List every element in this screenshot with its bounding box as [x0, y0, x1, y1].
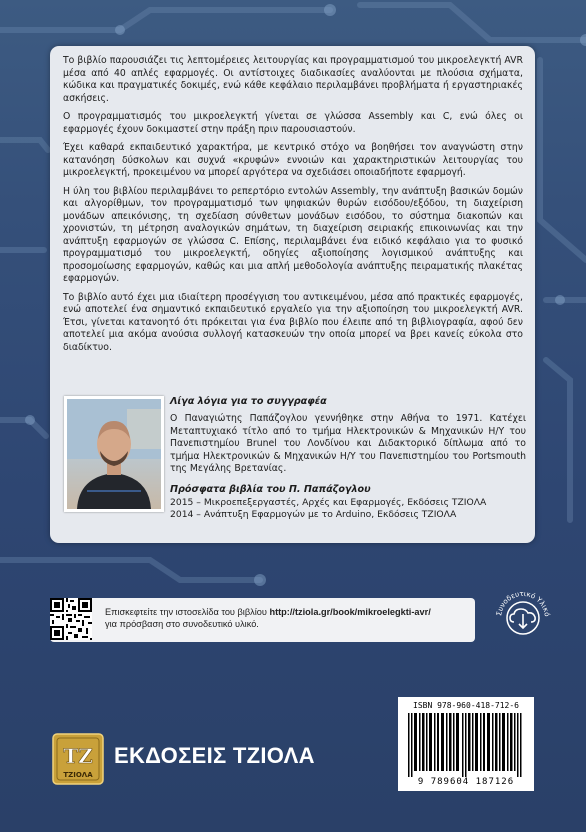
publisher-logo: [52, 733, 104, 785]
description-paragraph-5: Το βιβλίο αυτό έχει μια ιδιαίτερη προσέγγιση του αντικειμένου, μέσα από πρακτικές εφαρμογές, ενώ αποτελεί ένα σημαντικό εκπαιδευτικό εργαλείο για την αξιοποίηση του μικροελεγκτή AVR. Έτσι, γίνεται κατανοητό ότι πρόκειται για ένα βιβλίο που έλειπε από τη βιβλιογραφία, αφού δεν αποτελεί μια ακόμα ανούσια συλλογή κατασκευών την οποία μπορεί να βρει κανείς εύκολα στο διαδίκτυο.: [63, 291, 523, 353]
recent-book-item: 2015 – Μικροεπεξεργαστές, Αρχές και Εφαρμογές, Εκδόσεις ΤΖΙΟΛΑ: [170, 496, 487, 508]
publisher-name: ΕΚΔΟΣΕΙΣ ΤΖΙΟΛΑ: [114, 743, 315, 768]
website-url-link[interactable]: http://tziola.gr/book/mikroelegkti-avr/: [269, 607, 431, 617]
website-text: [105, 606, 470, 630]
barcode-digits: 9 789604 187126: [417, 777, 515, 787]
companion-material-badge: [493, 584, 553, 644]
description-paragraph-4: Η ύλη του βιβλίου περιλαμβάνει το ρεπερτόριο εντολών Assembly, την ανάπτυξη βασικών δομών και αλγορίθμων, τον προγραμματισμό των ψηφιακών θυρών εισόδου/εξόδου, τη διαχείριση μονάδων απεικόνισης, τη σχεδίαση σύνθετων μονάδων εισόδου, το σύστημα διακοπών και χρονιστών, τη μέτρηση αναλογικών σημάτων, τη διαχείριση σειριακής επικοινωνίας και την ανάπτυξη εφαρμογών σε γλώσσα C. Επίσης, περιλαμβάνει ένα ειδικό κεφάλαιο για το φυσικό προγραμματισμό του μικροελεγκτή, οδηγίες αξιοποίησης λογισμικού ανάπτυξης και προσομοίωσης εφαρμογών, καθώς και μια απλή μεθοδολογία ανάπτυξης πειραματικής πλακέτας εφαρμογών.: [63, 185, 523, 284]
author-text-block: [170, 396, 526, 522]
svg-text:Συνοδευτικό Υλικό: [495, 590, 551, 617]
description-panel: [50, 46, 535, 543]
author-portrait-icon: [67, 399, 161, 509]
description-paragraph-3: Έχει καθαρά εκπαιδευτικό χαρακτήρα, με κεντρικό στόχο να βοηθήσει τον αναγνώστη στην κατανόηση δύσκολων και συχνά «κρυφών» εννοιών και χαρακτηριστικών λειτουργίας του μικροελεγκτή, προκειμένου να μπορεί αργότερα να σχεδιάσει οποιαδήποτε εφαρμογή.: [63, 142, 523, 178]
isbn-label: ISBN 978-960-418-712-6: [413, 701, 519, 710]
website-bar: [50, 598, 475, 642]
description-paragraph-1: Το βιβλίο παρουσιάζει τις λεπτομέρειες λειτουργίας και προγραμματισμού του μικροελεγκτή AVR μέσα από 40 απλές εφαρμογές. Οι αντίστοιχες διαδικασίες αναλύονται με πλούσια σχήματα, κώδικα και πραγματικές δοκιμές, ενώ κάθε κεφάλαιο περιλαμβάνει προβλήματα ή εργαστηριακές ασκήσεις.: [63, 55, 523, 104]
isbn-barcode: [398, 697, 534, 791]
cloud-download-icon: [510, 609, 535, 628]
website-prefix: Επισκεφτείτε την ιστοσελίδα του βιβλίου: [105, 607, 270, 617]
qr-code-icon: [50, 598, 92, 640]
barcode-icon: [404, 713, 528, 777]
description-paragraph-2: Ο προγραμματισμός του μικροελεγκτή γίνεται σε γλώσσα Assembly και C, ενώ όλες οι εφαρμογές έχουν δοκιμαστεί στην πράξη πριν παρουσιαστούν.: [63, 111, 523, 135]
recent-book-item: 2014 – Ανάπτυξη Εφαρμογών με το Arduino, Εκδόσεις ΤΖΙΟΛΑ: [170, 509, 457, 520]
badge-text: Συνοδευτικό Υλικό: [495, 589, 552, 618]
author-bio: Ο Παναγιώτης Παπάζογλου γεννήθηκε στην Αθήνα το 1971. Κατέχει Μεταπτυχιακό τίτλο από το τμήμα Ηλεκτρονικών & Μηχανικών Η/Υ του Πανεπιστημίου Brunel του Λονδίνου και Διδακτορικό δίπλωμα από το τμήμα Ηλεκτρονικών & Μηχανικών Η/Υ του Πανεπιστημίου του Portsmouth της Μεγάλης Βρετανίας.: [170, 413, 526, 474]
author-photo: [64, 396, 164, 512]
recent-books-heading: Πρόσφατα βιβλία του Π. Παπάζογλου: [170, 483, 371, 495]
publisher-logo-letters: ΤΖ: [63, 744, 93, 768]
publisher-logo-caption: ΤΖΙΟΛΑ: [63, 771, 93, 779]
author-heading: Λίγα λόγια για το συγγραφέα: [170, 396, 327, 407]
author-section: [64, 396, 526, 536]
website-suffix: για πρόσβαση στο συνοδευτικό υλικό.: [105, 619, 259, 629]
